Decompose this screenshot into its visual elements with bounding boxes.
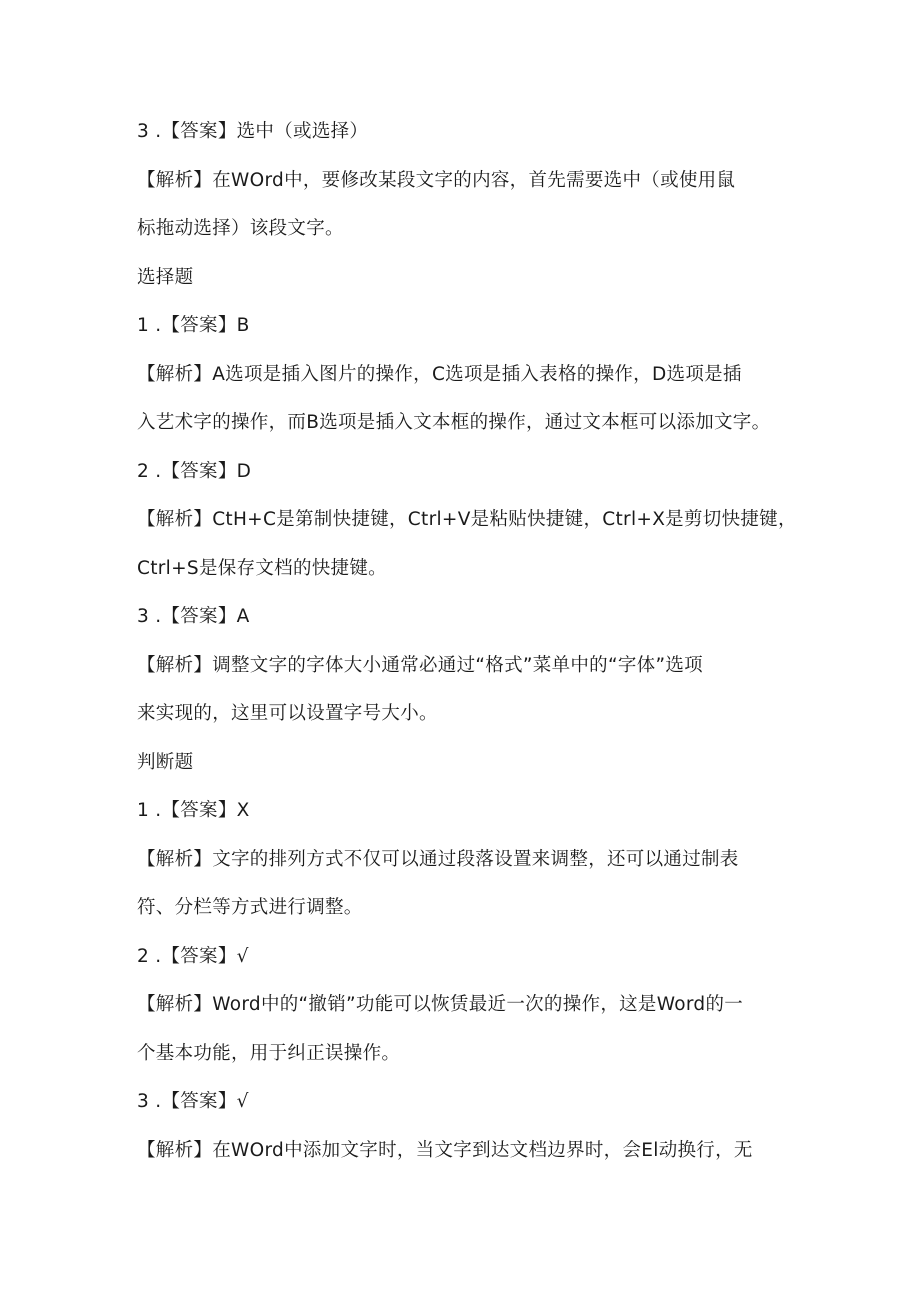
- explanation-line: 入艺术字的操作，而B选项是插入文本框的操作，通过文本框可以添加文字。: [137, 412, 771, 433]
- explanation-line: 来实现的，这里可以设置字号大小。: [137, 703, 438, 724]
- explanation-line: 【解析】在WOrd中，要修改某段文字的内容，首先需要选中（或使用鼠: [137, 170, 736, 191]
- answer-line: 3 .【答案】选中（或选择）: [137, 121, 369, 142]
- section-heading: 判断题: [137, 752, 194, 773]
- answer-line: 2 .【答案】√: [137, 946, 249, 967]
- explanation-line: Ctrl+S是保存文档的快捷键。: [137, 558, 387, 579]
- answer-line: 3 .【答案】A: [137, 606, 250, 627]
- explanation-line: 个基本功能，用于纠正误操作。: [137, 1043, 401, 1064]
- explanation-line: 【解析】CtH+C是第制快捷键，Ctrl+V是粘贴快捷键，Ctrl+X是剪切快捷键，: [137, 509, 797, 530]
- answer-line: 3 .【答案】√: [137, 1091, 249, 1112]
- section-heading: 选择题: [137, 267, 194, 288]
- explanation-line: 【解析】文字的排列方式不仅可以通过段落设置来调整，还可以通过制表: [137, 849, 739, 870]
- answer-line: 1 .【答案】X: [137, 800, 250, 821]
- answer-line: 1 .【答案】B: [137, 315, 250, 336]
- explanation-line: 标拖动选择）该段文字。: [137, 218, 344, 239]
- explanation-line: 【解析】在WOrd中添加文字时，当文字到达文档边界时，会El动换行，无: [137, 1140, 753, 1161]
- answer-line: 2 .【答案】D: [137, 461, 252, 482]
- explanation-line: 【解析】A选项是插入图片的操作，C选项是插入表格的操作，D选项是插: [137, 364, 742, 385]
- explanation-line: 符、分栏等方式进行调整。: [137, 897, 363, 918]
- explanation-line: 【解析】调整文字的字体大小通常必通过“格式”菜单中的“字体”选项: [137, 655, 703, 676]
- explanation-line: 【解析】Word中的“撤销”功能可以恢赁最近一次的操作，这是Word的一: [137, 994, 744, 1015]
